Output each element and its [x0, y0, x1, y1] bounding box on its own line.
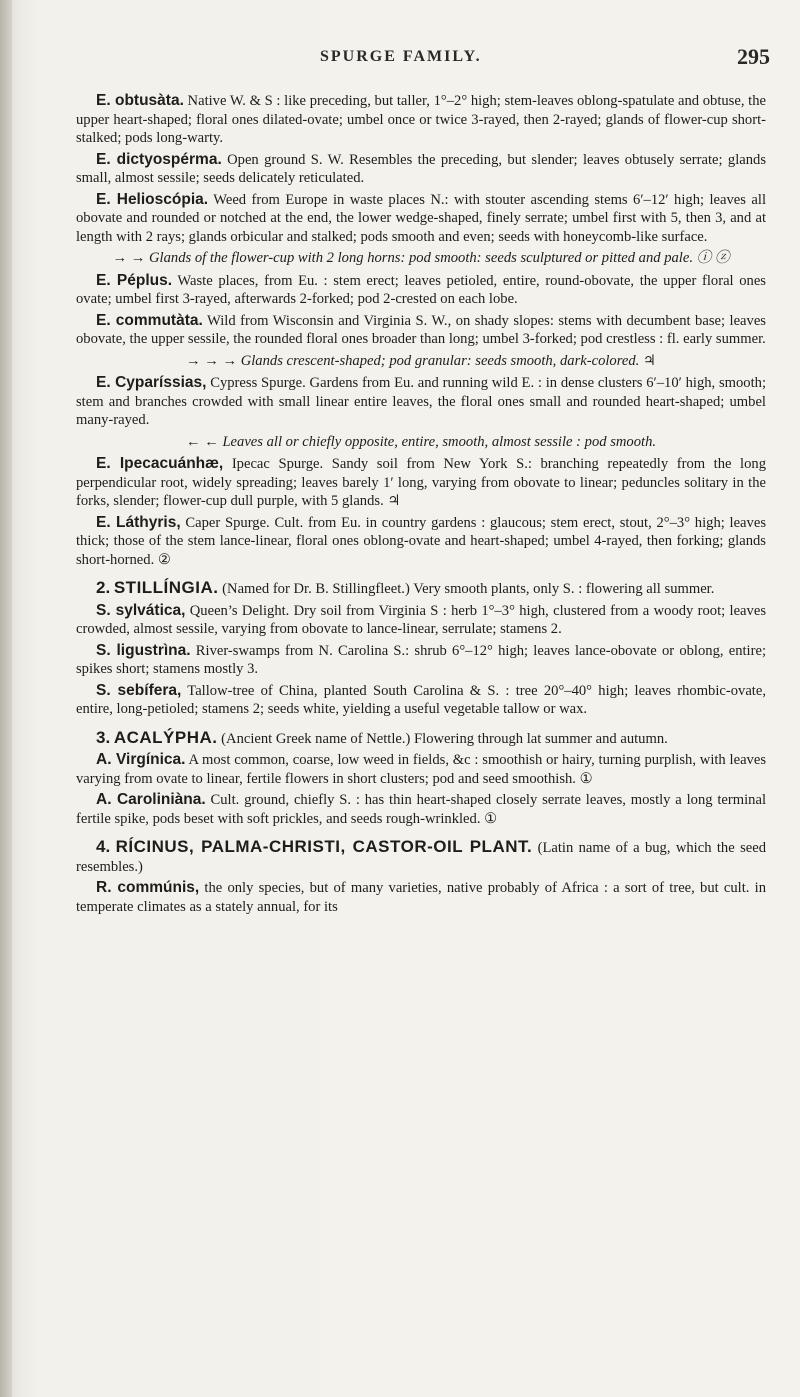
- species-name: S. ligustrìna.: [96, 641, 191, 659]
- species-description: Cult. ground, chiefly S. : has thin heart-shaped closely serrate leaves, mostly a long terminal fertile spike, pods beset with soft prickles, and seeds rough-wrinkled. ①: [76, 792, 766, 827]
- binding-edge: [0, 0, 12, 1397]
- species-description: Waste places, from Eu. : stem erect; leaves petioled, entire, round-obovate, the upper floral ones ovate; umbel first 3-rayed, afterwards 2-forked; pod 2-crested on each lobe.: [76, 272, 766, 307]
- species-name: A. Caroliniàna.: [96, 791, 206, 808]
- page-header: [50, 44, 770, 84]
- section-note: → → Glands of the flower-cup with 2 long horns: pod smooth: seeds sculptured or pitted and pale. ⓘ ⓩ: [112, 250, 730, 266]
- species-name: E. Ipecacuánhæ,: [96, 455, 224, 472]
- species-entry: [76, 92, 766, 148]
- genus-description: (Named for Dr. B. Stillingfleet.) Very smooth plants, only S. : flowering all summer.: [218, 581, 715, 597]
- genus-name: ACALÝPHA.: [113, 727, 218, 747]
- species-name: E. Péplus.: [96, 271, 173, 289]
- species-name: E. Láthyris,: [96, 513, 181, 531]
- species-description: Weed from Europe in waste places N.: with stouter ascending stems 6′–12′ high; leaves all obovate and rounded or notched at the end, the lower wedge-shaped, finely serrate; umbel first with 5, then 3, and at length with 2 rays; glands orbicular and stalked; pods smooth and even; seeds with honeycomb-like surface.: [76, 191, 766, 245]
- genus-number: 4.: [96, 837, 111, 856]
- section-note: → → → Glands crescent-shaped; pod granular: seeds smooth, dark-colored. ♃: [185, 352, 657, 369]
- species-name: A. Virgínica.: [96, 751, 186, 768]
- genus-number: 3.: [96, 727, 111, 747]
- genus-number: 2.: [96, 578, 111, 597]
- genus-description: (Ancient Greek name of Nettle.) Flowering through lat summer and autumn.: [217, 730, 668, 747]
- species-entry: [76, 272, 766, 309]
- species-name: E. dictyospérma.: [96, 150, 222, 168]
- species-entry: [76, 312, 766, 349]
- species-entry: [76, 191, 766, 247]
- species-entry: [76, 151, 766, 188]
- species-description: the only species, but of many varieties, native probably of Africa : a sort of tree, but cult. in temperate climates as a stately annual, for its: [76, 880, 766, 915]
- species-name: E. Helioscópia.: [96, 190, 209, 208]
- species-description: A most common, coarse, low weed in fields, &c : smoothish or hairy, turning purplish, with leaves varying from ovate to linear, fertile flowers in short clusters; pod and seed smoothish. ①: [76, 752, 766, 787]
- genus-heading: [76, 579, 766, 599]
- species-description: Native W. & S : like preceding, but taller, 1°–2° high; stem-leaves oblong-spatulate and obtuse, the upper heart-shaped; floral ones dilated-ovate; umbel once or twice 3-rayed, then 2-rayed; glands of flower-cup short-stalked; pods long-warty.: [76, 93, 766, 146]
- species-entry: [76, 642, 766, 679]
- species-entry: [76, 879, 766, 916]
- genus-name: STILLÍNGIA.: [113, 578, 219, 597]
- page-number: 295: [737, 44, 770, 69]
- species-name: R. commúnis,: [96, 879, 200, 896]
- species-name: E. commutàta.: [96, 311, 203, 329]
- species-name: S. sylvática,: [96, 601, 186, 619]
- page-body: [76, 92, 766, 919]
- species-description: Tallow-tree of China, planted South Carolina & S. : tree 20°–40° high; leaves rhombic-ovate, entire, long-petioled; stamens 2; seeds white, yielding a useful vegetable tallow or wax.: [76, 682, 766, 717]
- species-description: Ipecac Spurge. Sandy soil from New York S.: branching repeatedly from the long perpendicular root, widely spreading; leaves barely 1′ long, varying from obovate to linear; peduncles solitary in the forks, slender; flower-cup dull purple, with 5 glands. ♃: [76, 456, 766, 509]
- species-entry: [76, 374, 766, 430]
- species-entry: [76, 751, 766, 788]
- species-description: Wild from Wisconsin and Virginia S. W., on shady slopes: stems with decumbent base; leaves obovate, the upper sessile, the rounded floral ones broader than long; umbel 3-forked; pod crestless : fl. early summer.: [76, 312, 766, 347]
- species-entry: [76, 602, 766, 639]
- species-entry: [76, 682, 766, 719]
- species-description: Cypress Spurge. Gardens from Eu. and running wild E. : in dense clusters 6′–10′ high, smooth; stem and branches crowded with small linear entire leaves, the floral ones small and rounded heart-shaped; umbel many-rayed.: [76, 375, 766, 428]
- species-name: S. sebífera,: [96, 681, 182, 699]
- species-name: E. Cyparíssias,: [96, 374, 207, 391]
- genus-heading: [76, 729, 766, 749]
- genus-name: RÍCINUS, PALMA-CHRISTI, CASTOR-OIL PLANT.: [115, 837, 533, 856]
- species-description: River-swamps from N. Carolina S.: shrub 6°–12° high; leaves lance-obovate or oblong, entire; spikes short; stamens mostly 3.: [76, 642, 766, 677]
- species-entry: [76, 514, 766, 570]
- species-description: Open ground S. W. Resembles the preceding, but slender; leaves obtusely serrate; glands small, almost sessile; seeds delicately reticulated.: [76, 151, 767, 186]
- species-description: Caper Spurge. Cult. from Eu. in country gardens : glaucous; stem erect, stout, 2°–3° high; leaves thick; those of the stem lance-linear, floral ones oblong-ovate and heart-shaped; umbel 4-rayed, then forking; glands short-horned. ②: [76, 514, 766, 568]
- species-entry: [76, 791, 766, 828]
- running-head: SPURGE FAMILY.: [320, 48, 482, 65]
- genus-heading: [76, 838, 766, 876]
- species-name: E. obtusàta.: [96, 92, 184, 109]
- species-description: Queen’s Delight. Dry soil from Virginia S : herb 1°–3° high, clustered from a woody root; leaves crowded, almost sessile, varying from obovate to lance-linear, serrulate; stamens 2.: [76, 602, 766, 637]
- genus-description: (Latin name of a bug, which the seed resembles.): [76, 840, 767, 875]
- species-entry: [76, 455, 766, 511]
- section-note: ← ← Leaves all or chiefly opposite, entire, smooth, almost sessile : pod smooth.: [185, 433, 657, 450]
